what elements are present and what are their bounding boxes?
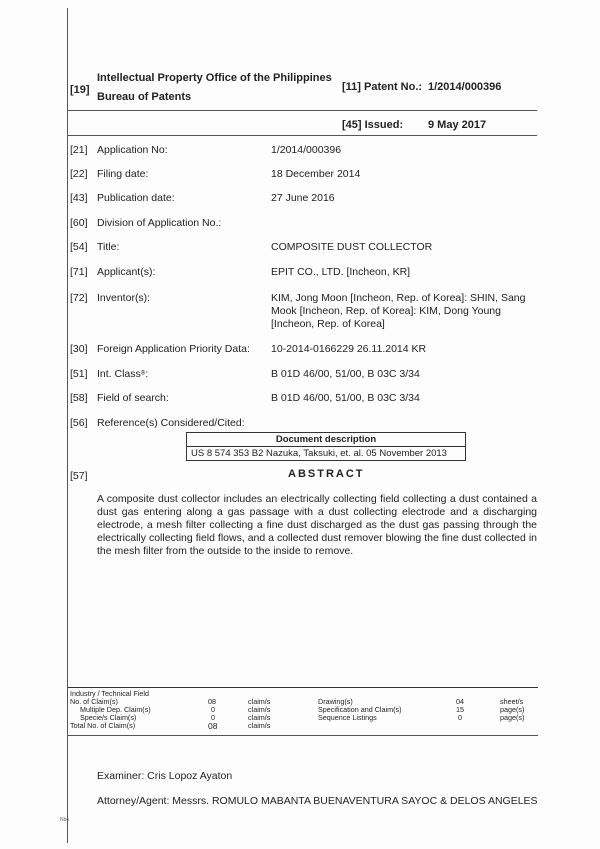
total-claims-label: Total No. of Claim(s)	[70, 721, 136, 730]
footer-mark: Nbo	[60, 817, 70, 823]
priority-label: Foreign Application Priority Data:	[97, 343, 250, 355]
publication-date-label: Publication date:	[97, 192, 175, 204]
claims-value: 08	[208, 697, 216, 706]
claims-unit: claim/s	[248, 697, 271, 706]
patent-title: COMPOSITE DUST COLLECTOR	[271, 241, 433, 253]
stats-bottom-rule	[68, 735, 538, 736]
issued-label: [45] Issued:	[342, 119, 404, 131]
publication-date: 27 June 2016	[271, 192, 335, 204]
sequence-label: Sequence Listings	[318, 713, 377, 722]
specie-label: Specie/s Claim(s)	[80, 713, 137, 722]
specie-value: 0	[211, 713, 215, 722]
multiple-dep-value: 0	[211, 705, 215, 714]
inid-72: [72]	[70, 292, 88, 304]
specification-unit: page(s)	[500, 705, 525, 714]
field-of-search-label: Field of search:	[97, 392, 169, 404]
drawings-value: 04	[456, 697, 464, 706]
application-no: 1/2014/000396	[271, 144, 342, 156]
inventor-label: Inventor(s):	[97, 292, 151, 304]
references-label: Reference(s) Considered/Cited:	[97, 417, 245, 429]
abstract-title: ABSTRACT	[288, 468, 365, 480]
int-class: B 01D 46/00, 51/00, B 03C 3/34	[271, 368, 420, 380]
inid-60: [60]	[70, 217, 88, 229]
statistics-box	[68, 687, 538, 736]
specification-value: 15	[456, 705, 464, 714]
title-label: Title:	[97, 241, 120, 253]
drawings-label: Drawing(s)	[318, 697, 353, 706]
total-claims-unit: claim/s	[248, 721, 271, 730]
references-table	[186, 432, 466, 461]
inid-21: [21]	[70, 144, 88, 156]
patent-no-label: [11] Patent No.:	[342, 81, 423, 93]
inid-56: [56]	[70, 417, 88, 429]
drawings-unit: sheet/s	[500, 697, 524, 706]
inid-54: [54]	[70, 241, 88, 253]
inid-57: [57]	[70, 470, 88, 482]
filing-date: 18 December 2014	[271, 168, 361, 180]
issued-date: 9 May 2017	[428, 119, 487, 131]
reference-row: US 8 574 353 B2 Nazuka, Taksuki, et. al. 05 November 2013	[187, 447, 466, 461]
inid-71: [71]	[70, 266, 88, 278]
office-name: Intellectual Property Office of the Philippines	[97, 72, 332, 84]
inid-22: [22]	[70, 168, 88, 180]
sequence-unit: page(s)	[500, 713, 525, 722]
inid-58: [58]	[70, 392, 88, 404]
header-rule-2	[67, 135, 537, 136]
inid-43: [43]	[70, 192, 88, 204]
filing-date-label: Filing date:	[97, 168, 149, 180]
total-claims-value: 08	[208, 721, 218, 731]
specie-unit: claim/s	[248, 713, 271, 722]
abstract-text: A composite dust collector includes an electrically collecting field collecting a dust contained a dust gas entering along a gas passage with a dust collecting electrode and a discharging electrode, a mesh filter collecting a fine dust discharged as the dust gas passing through the electrically collecting field flows, and a collected dust remover blowing the fine dust collected in the mesh filter from the outside to the inside to remove.	[97, 493, 537, 557]
inventor-line-1: KIM, Jong Moon [Incheon, Rep. of Korea]: SHIN, Sang	[271, 292, 526, 304]
inventor-line-3: [Incheon, Rep. of Korea]	[271, 318, 385, 330]
patent-no: 1/2014/000396	[428, 81, 502, 93]
examiner: Examiner: Cris Lopoz Ayaton	[97, 770, 233, 782]
applicant-label: Applicant(s):	[97, 266, 156, 278]
int-class-label: Int. Class⁸:	[97, 368, 149, 380]
specification-label: Specification and Claim(s)	[318, 705, 402, 714]
priority-data: 10-2014-0166229 26.11.2014 KR	[271, 343, 427, 355]
claims-label: No. of Claim(s)	[70, 697, 118, 706]
application-no-label: Application No:	[97, 144, 168, 156]
division-label: Division of Application No.:	[97, 217, 222, 229]
multiple-dep-unit: claim/s	[248, 705, 271, 714]
inventor-line-2: Mook [Incheon, Rep. of Korea]: KIM, Dong Young	[271, 305, 501, 317]
stats-title: Industry / Technical Field	[70, 689, 149, 698]
field-of-search: B 01D 46/00, 51/00, B 03C 3/34	[271, 392, 420, 404]
multiple-dep-label: Multiple Dep. Claim(s)	[80, 705, 151, 714]
references-header: Document description	[187, 433, 466, 447]
inid-30: [30]	[70, 343, 88, 355]
applicant: EPIT CO., LTD. [Incheon, KR]	[271, 266, 411, 278]
sequence-value: 0	[458, 713, 462, 722]
header-rule	[67, 110, 537, 111]
bureau-name: Bureau of Patents	[97, 91, 192, 103]
attorney: Attorney/Agent: Messrs. ROMULO MABANTA BUENAVENTURA SAYOC & DELOS ANGELES	[97, 795, 538, 807]
inid-51: [51]	[70, 368, 88, 380]
inid-19: [19]	[70, 84, 90, 96]
